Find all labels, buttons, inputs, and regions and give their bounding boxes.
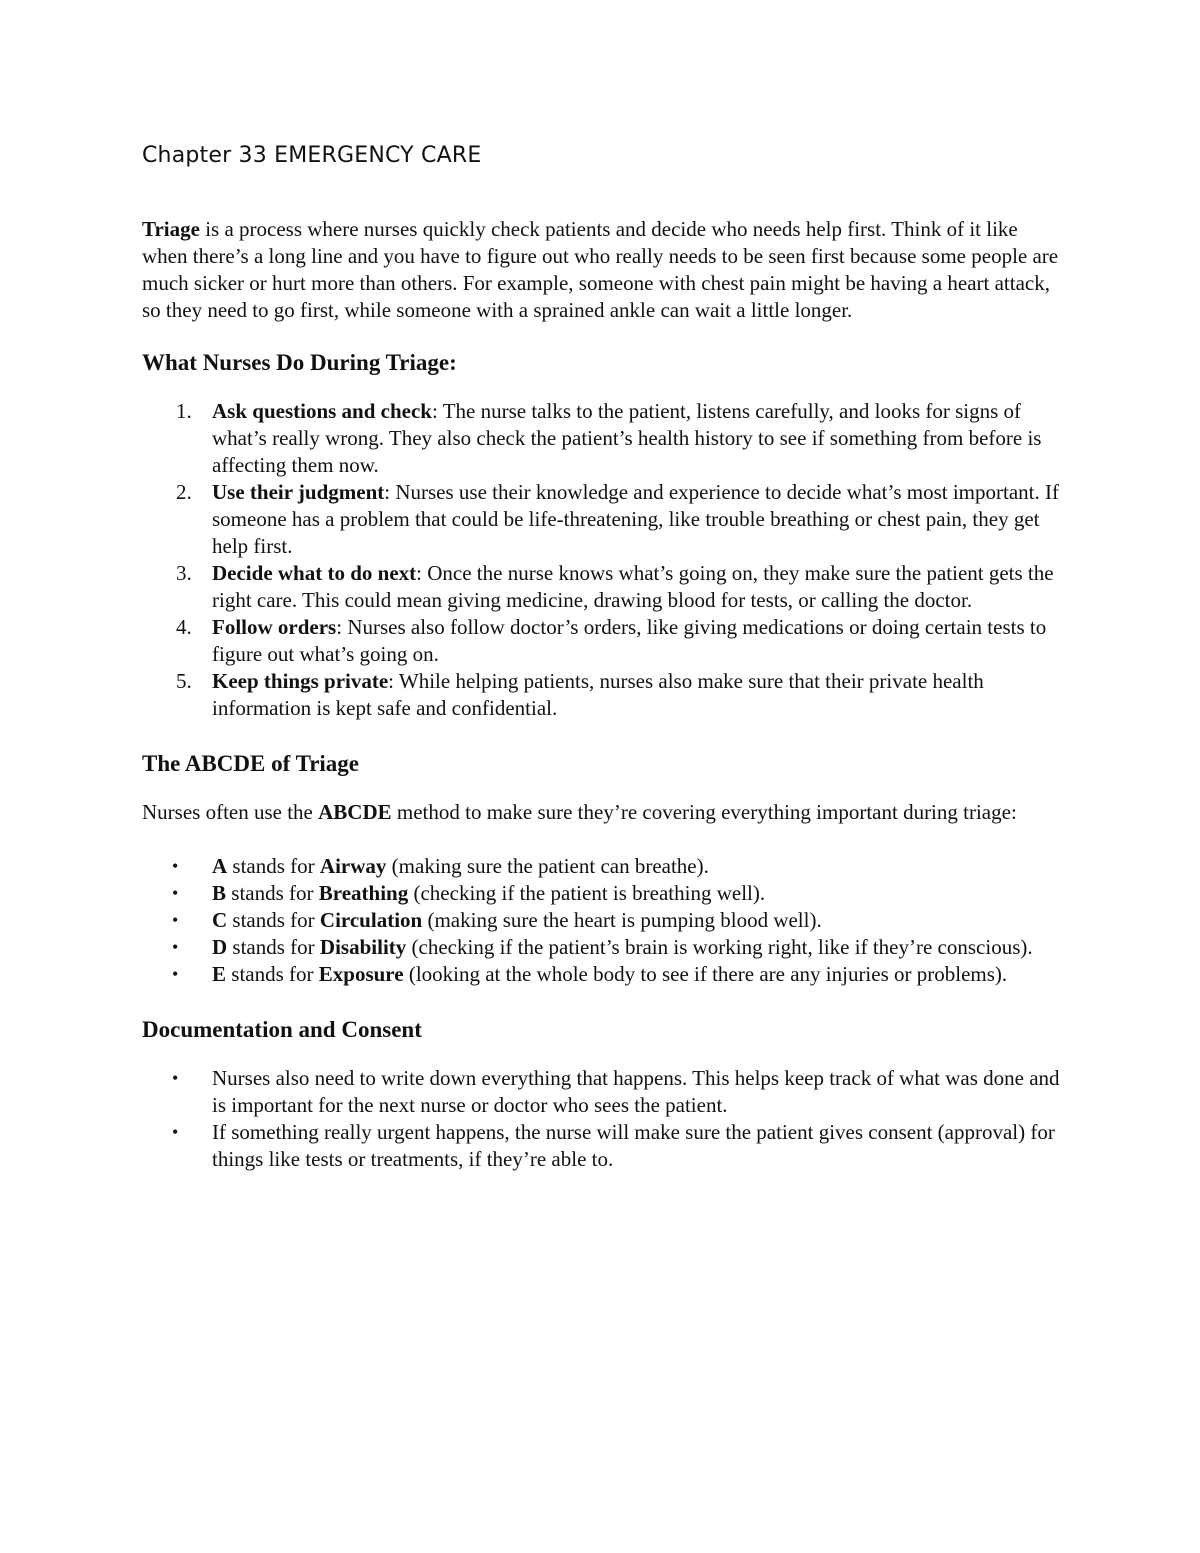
list-item [142,934,1067,961]
chapter-title: Chapter 33 EMERGENCY CARE [142,143,482,168]
step-text: : Once the nurse knows what’s going on, they make sure the patient gets the right care. This could mean giving medicine, drawing blood for tests, or calling the doctor. [212,561,1054,612]
abcde-letter: C [212,908,228,932]
step-label: Follow orders [212,615,337,639]
list-item [142,853,1067,880]
step-label: Keep things private [212,669,389,693]
abcde-mid: stands for [227,935,320,959]
abcde-word: Circulation [319,908,423,932]
abcde-word: Exposure [318,962,404,986]
triage-steps-list [142,398,1067,722]
abcde-desc: (looking at the whole body to see if there are any injuries or problems). [403,962,1008,986]
documentation-heading: Documentation and Consent [142,1017,422,1042]
step-text: : Nurses use their knowledge and experience to decide what’s most important. If someone has a problem that could be life-threatening, like trouble breathing or chest pain, they get help first. [212,480,1059,558]
step-text: : The nurse talks to the patient, listens carefully, and looks for signs of what’s really wrong. They also check the patient’s health history to see if something from before is affecting them now. [212,399,1042,477]
abcde-word: Breathing [318,881,409,905]
abcde-intro-bold: ABCDE [318,800,392,824]
abcde-intro-after: method to make sure they’re covering everything important during triage: [391,800,1017,824]
abcde-mid: stands for [226,881,319,905]
step-label: Decide what to do next [212,561,417,585]
list-item [142,479,1067,560]
bullet-icon: • [172,910,179,930]
list-number: 2. [176,480,192,504]
bullet-icon: • [172,883,179,903]
abcde-word: Disability [319,935,407,959]
abcde-letter: B [212,881,227,905]
list-item [142,961,1067,988]
bullet-icon: • [172,1122,179,1142]
step-text: : Nurses also follow doctor’s orders, like giving medications or doing certain tests to figure out what’s going on. [212,615,1047,666]
list-number: 3. [176,561,192,585]
bullet-icon: • [172,856,179,876]
abcde-intro [142,799,1067,826]
step-label: Use their judgment [212,480,385,504]
bullet-icon: • [172,964,179,984]
documentation-text: Nurses also need to write down everything that happens. This helps keep track of what was done and is important for the next nurse or doctor who sees the patient. [212,1066,1060,1117]
abcde-list [142,853,1067,988]
list-item [142,668,1067,722]
abcde-desc: (making sure the heart is pumping blood well). [422,908,822,932]
abcde-letter: A [212,854,228,878]
abcde-intro-before: Nurses often use the [142,800,319,824]
documentation-list [142,1065,1067,1173]
abcde-desc: (making sure the patient can breathe). [386,854,709,878]
list-number: 5. [176,669,192,693]
bullet-icon: • [172,937,179,957]
list-number: 4. [176,615,192,639]
documentation-text: If something really urgent happens, the nurse will make sure the patient gives consent (approval) for things like tests or treatments, if they’re able to. [212,1120,1055,1171]
list-number: 1. [176,399,192,423]
intro-term: Triage [142,217,200,241]
abcde-desc: (checking if the patient’s brain is working right, like if they’re conscious). [406,935,1033,959]
abcde-mid: stands for [227,908,320,932]
step-label: Ask questions and check [212,399,432,423]
abcde-letter: E [212,962,227,986]
list-item [142,880,1067,907]
abcde-desc: (checking if the patient is breathing well). [408,881,766,905]
abcde-mid: stands for [227,854,320,878]
abcde-heading: The ABCDE of Triage [142,751,360,776]
step-text: : While helping patients, nurses also make sure that their private health information is kept safe and confidential. [212,669,984,720]
bullet-icon: • [172,1068,179,1088]
list-item [142,1065,1067,1119]
triage-heading: What Nurses Do During Triage: [142,350,457,375]
abcde-letter: D [212,935,228,959]
abcde-mid: stands for [226,962,319,986]
list-item [142,907,1067,934]
list-item [142,614,1067,668]
abcde-word: Airway [319,854,387,878]
intro-paragraph [142,216,1067,324]
list-item [142,398,1067,479]
intro-text: is a process where nurses quickly check patients and decide who needs help first. Think of it like when there’s a long line and you have to figure out who really needs to be seen first because some people are much sicker or hurt more than others. For example, someone with chest pain might be having a heart attack, so they need to go first, while someone with a sprained ankle can wait a little longer. [142,217,1059,322]
list-item [142,1119,1067,1173]
list-item [142,560,1067,614]
document-page [142,140,1067,1173]
